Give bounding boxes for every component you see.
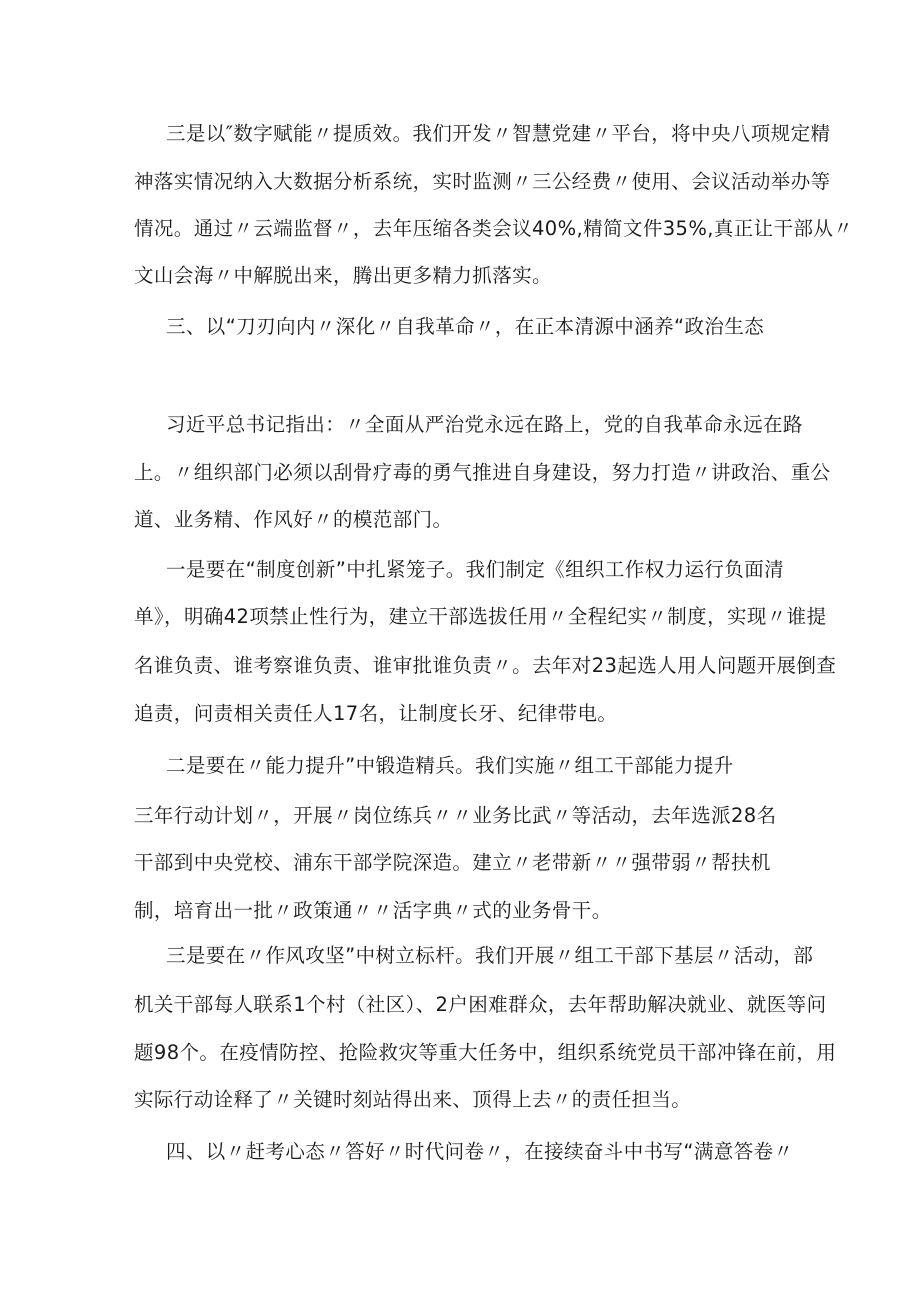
text-line: 文山会海〃中解脱出来，腾出更多精力抓落实。 bbox=[134, 264, 552, 287]
text-line: 机关干部每人联系1个村（社区）、2户困难群众，去年帮助解决就业、就医等问 bbox=[134, 993, 827, 1016]
text-line: 追责，问责相关责任人17名，让制度长牙、纪律带电。 bbox=[134, 702, 618, 725]
text-line: 情况。通过〃云端监督〃，去年压缩各类会议40%,精简文件35%,真正让干部从〃 bbox=[134, 217, 854, 240]
text-line: 干部到中央党校、浦东干部学院深造。建立〃老带新〃〃强带弱〃帮扶机 bbox=[134, 851, 771, 874]
text-line: 名谁负责、谁考察谁负责、谁审批谁负责〃。去年对23起选人用人问题开展倒查 bbox=[134, 654, 837, 677]
text-line: 三是以″数字赋能〃提质效。我们开发〃智慧党建〃平台，将中央八项规定精 bbox=[166, 122, 831, 145]
text-line: 一是要在“制度创新”中扎紧笼子。我们制定《组织工作权力运行负面清 bbox=[166, 558, 785, 581]
text-line: 习近平总书记指出：〃全面从严治党永远在路上，党的自我革命永远在路 bbox=[166, 413, 803, 436]
text-line: 道、业务精、作风好〃的模范部门。 bbox=[134, 508, 453, 531]
text-line: 三年行动计划〃，开展〃岗位练兵〃〃业务比武〃等活动，去年选派28名 bbox=[134, 804, 777, 827]
text-line: 二是要在〃能力提升”中锻造精兵。我们实施〃组工干部能力提升 bbox=[166, 754, 734, 777]
text-line: 神落实情况纳入大数据分析系统，实时监测〃三公经费〃使用、会议活动举办等 bbox=[134, 170, 831, 193]
text-line: 制，培育出一批〃政策通〃〃活字典〃式的业务骨干。 bbox=[134, 899, 612, 922]
section-heading: 三、以“刀刃向内〃深化〃自我革命〃，在正本清源中涵养“政治生态 bbox=[166, 315, 765, 338]
section-heading: 四、以〃赶考心态〃答好〃时代问卷〃，在接续奋斗中书写“满意答卷〃 bbox=[166, 1140, 794, 1163]
text-line: 上。〃组织部门必须以刮骨疗毒的勇气推进自身建设，努力打造〃讲政治、重公 bbox=[134, 461, 831, 484]
text-line: 三是要在〃作风攻坚”中树立标杆。我们开展〃组工干部下基层〃活动，部 bbox=[166, 944, 814, 967]
text-line: 题98个。在疫情防控、抢险救灾等重大任务中，组织系统党员干部冲锋在前，用 bbox=[134, 1041, 837, 1064]
text-line: 单》，明确42项禁止性行为，建立干部选拔任用〃全程纪实〃制度，实现〃谁提 bbox=[134, 605, 827, 628]
text-line: 实际行动诠释了〃关键时刻站得出来、顶得上去〃的责任担当。 bbox=[134, 1088, 692, 1111]
